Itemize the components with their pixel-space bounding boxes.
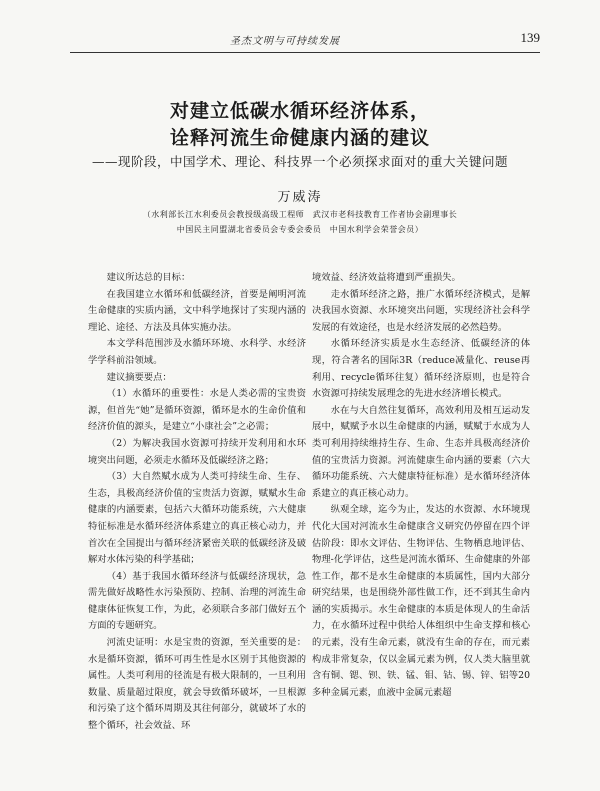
- paragraph: 水循环经济实质是水生态经济、低碳经济的体现，符合著名的国际3R（reduce减量化、reuse再利用、recycle循环往复）循环经济原则，也是符合水资源可持续发展理念的先进水经济增长模式。: [312, 338, 530, 400]
- paragraph: （4）基于我国水循环经济与低碳经济现状，急需先做好战略性水污染预防、控制、治理的河流生命健康体征恢复工作，为此，必须联合多部门做好五个方面的专题研究。: [88, 570, 306, 632]
- affiliation-line-1: （水利部长江水利委员会教授级高级工程师 武汉市老科技教育工作者协会副理事长: [142, 210, 458, 219]
- subtitle: ——现阶段，中国学术、理论、科技界一个必须探求面对的重大关键问题: [91, 154, 508, 169]
- title-line-1: 对建立低碳水循环经济体系，: [169, 100, 430, 122]
- journal-name: 圣杰文明与可持续发展: [230, 36, 340, 47]
- left-column: [88, 270, 306, 735]
- paragraph: 在我国建立水循环和低碳经济，首要是阐明河流生命健康的实质内涵，文中科学地探讨了实现内涵的理论、途径、方法及具体实施办法。: [88, 288, 306, 333]
- paragraph: 水在与大自然往复循环，高效利用及相互运动发展中，赋赋予水以生命健康的内涵，赋赋于水成为人类可利用持续维持生存、生命、生态并具极高经济价值的宝贵活力资源。河流健康生命内涵的要素（六大循环功能系统、六大健康特征标准）是水循环经济体系建立的真正核心动力。: [312, 404, 530, 499]
- paragraph: 建议摘要要点：: [106, 371, 172, 383]
- page-number: 139: [520, 30, 540, 45]
- affiliation-line-2: 中国民主同盟湖北省委员会专委会委员 中国水利学会荣誉会员）: [176, 225, 424, 234]
- right-column: [312, 270, 530, 701]
- paragraph: 境效益、经济效益将遭到严重损失。: [312, 272, 461, 283]
- paragraph: 建议所达总的目标：: [106, 272, 191, 283]
- author-name: 万威涛: [277, 190, 323, 205]
- running-header: [70, 30, 540, 53]
- article-title-block: [0, 98, 600, 171]
- paragraph: 本文学科范围涉及水循环环境、水科学、水经济学学科前沿领域。: [88, 338, 306, 366]
- paragraph: （1）水循环的重要性：水是人类必需的宝贵资源，但首先“她”是循环资源，循环是水的生命价值和经济价值的源头，是建立“小康社会”之必需；: [88, 388, 306, 433]
- paragraph: 河流史证明：水是宝贵的资源，至关重要的是：水是循环资源，循环可再生性是水区别于其他资源的属性。人类可利用的径流是有极大限制的，一旦利用数量、质量超过限度，就会导致循环破坏，一旦根源和污染了这个循环周期及其往何部分，就破坏了水的整个循环，社会效益、环: [88, 637, 306, 732]
- paragraph: 纵观全球，迄今为止，发达的水资源、水环境现代化大国对河流水生命健康含义研究仍停留在四个评估阶段：即水文评估、生物评估、生物栖息地评估、物理-化学评估，这些是河流水循环、生命健康的外部性工作，都不是水生命健康的本质属性，国内大部分研究结果，也是围绕外部性做工作，还不到其生命内涵的实质揭示。水生命健康的本质是体现人的生命活力，在水循环过程中供给人体组织中生命支撑和核心的元素，没有生命元素，就没有生命的存在，而元素构成非常复杂，仅以金属元素为例，仅人类大脑里就含有铜、锶、钡、铁、锰、钼、钴、锡、锌、铝等20多种金属元素，血液中金属元素超: [312, 504, 530, 698]
- author-affiliations: [0, 207, 600, 237]
- title-line-2: 诠释河流生命健康内涵的建议: [169, 127, 430, 149]
- paragraph: （2）为解决我国水资源可持续开发利用和水环境突出问题，必须走水循环及低碳经济之路；: [88, 437, 306, 466]
- paragraph: 走水循环经济之路，推广水循环经济模式，是解决我国水资源、水环境突出问题，实现经济社会科学发展的有效途径，也是水经济发展的必然趋势。: [312, 288, 530, 333]
- paragraph: （3）大自然赋水成为人类可持续生命、生存、生态，具极高经济价值的宝贵活力资源，赋赋水生命健康的内涵要素，包括六大循环功能系统，六大健康特征标准是水循环经济体系建立的真正核心动力，并首次在全国提出与循环经济紧密关联的低碳经济及破解对水体污染的科学基础；: [88, 471, 306, 566]
